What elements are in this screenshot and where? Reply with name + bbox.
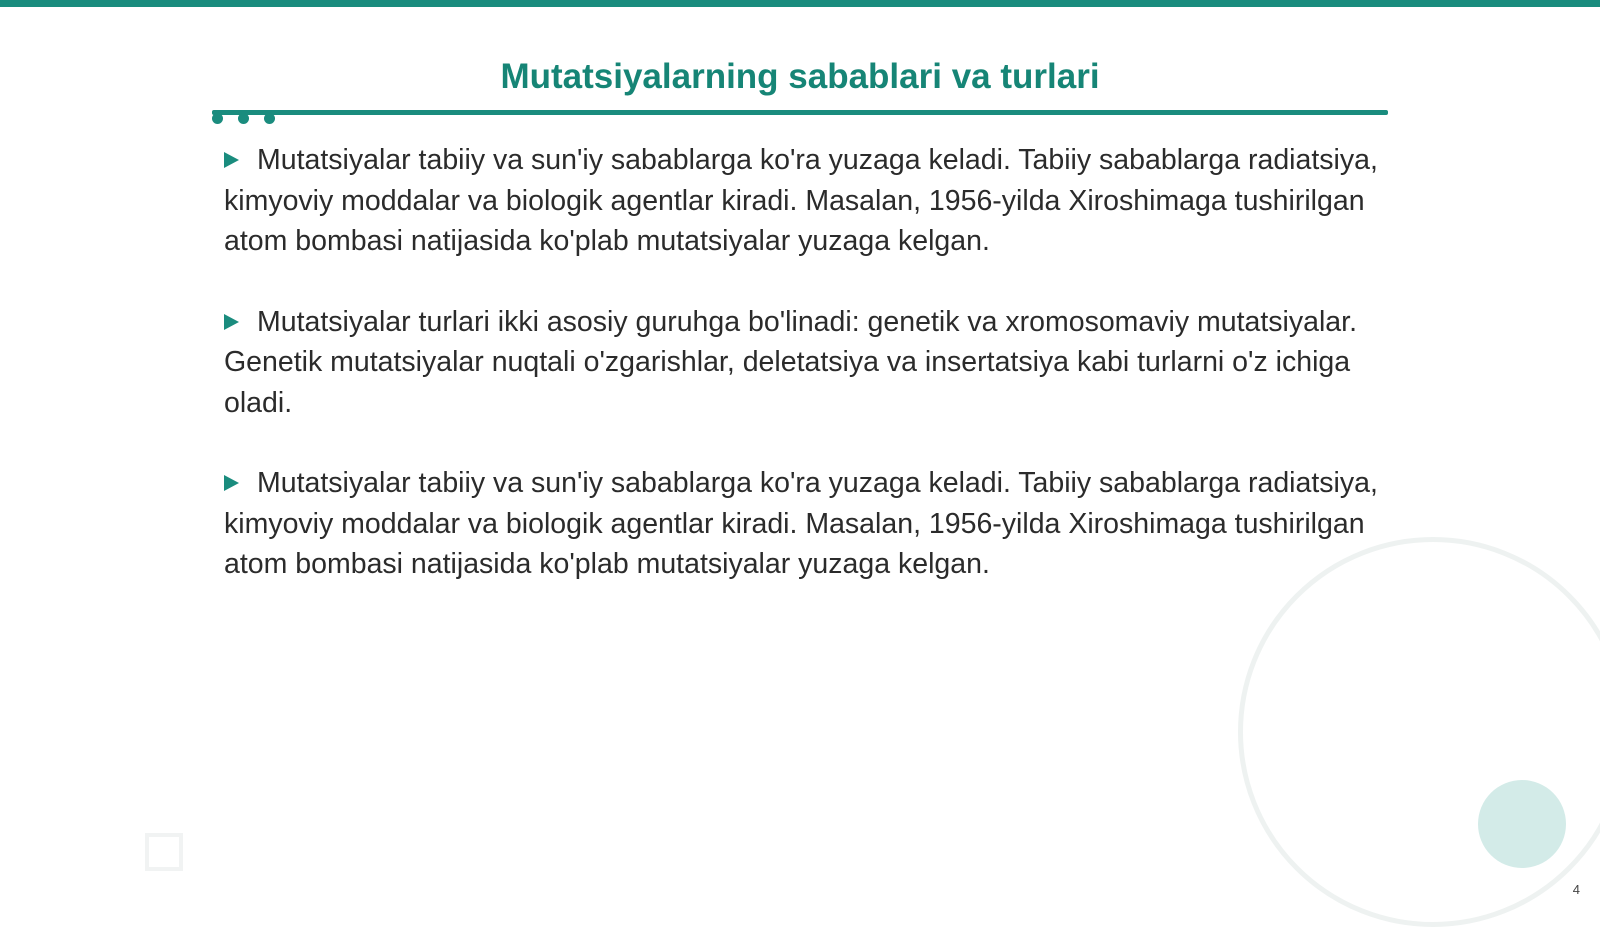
decorative-dot (238, 113, 249, 124)
bullet-item (224, 463, 1384, 585)
bullet-item (224, 140, 1384, 262)
decorative-ring (1238, 537, 1600, 927)
triangle-bullet-icon (224, 314, 239, 330)
slide-number: 4 (1572, 882, 1580, 897)
title-underline (212, 110, 1388, 115)
decorative-square (145, 833, 183, 871)
decorative-circle (1478, 780, 1566, 868)
triangle-bullet-icon (224, 475, 239, 491)
triangle-bullet-icon (224, 152, 239, 168)
bullet-text: Mutatsiyalar tabiiy va sun'iy sabablarga ko'ra yuzaga keladi. Tabiiy sabablarga radiatsiya, kimyoviy moddalar va biologik agentlar kiradi. Masalan, 1956-yilda Xiroshimaga tushirilgan atom bombasi natijasida ko'plab mutatsiyalar yuzaga kelgan. (224, 467, 1378, 580)
decorative-dot (264, 113, 275, 124)
bullet-text: Mutatsiyalar turlari ikki asosiy guruhga bo'linadi: genetik va xromosomaviy mutatsiyalar. Genetik mutatsiyalar nuqtali o'zgarishlar, deletatsiya va insertatsiya kabi turlarni o'z ichiga oladi. (224, 305, 1357, 419)
decorative-dot (212, 113, 223, 124)
bullet-text: Mutatsiyalar tabiiy va sun'iy sabablarga ko'ra yuzaga keladi. Tabiiy sabablarga radiatsiya, kimyoviy moddalar va biologik agentlar kiradi. Masalan, 1956-yilda Xiroshimaga tushirilgan atom bombasi natijasida ko'plab mutatsiyalar yuzaga kelgan. (224, 144, 1378, 257)
slide-title: Mutatsiyalarning sabablari va turlari (500, 57, 1100, 96)
bullet-list (224, 140, 1384, 625)
bullet-item (224, 302, 1384, 424)
top-accent-bar (0, 0, 1600, 7)
